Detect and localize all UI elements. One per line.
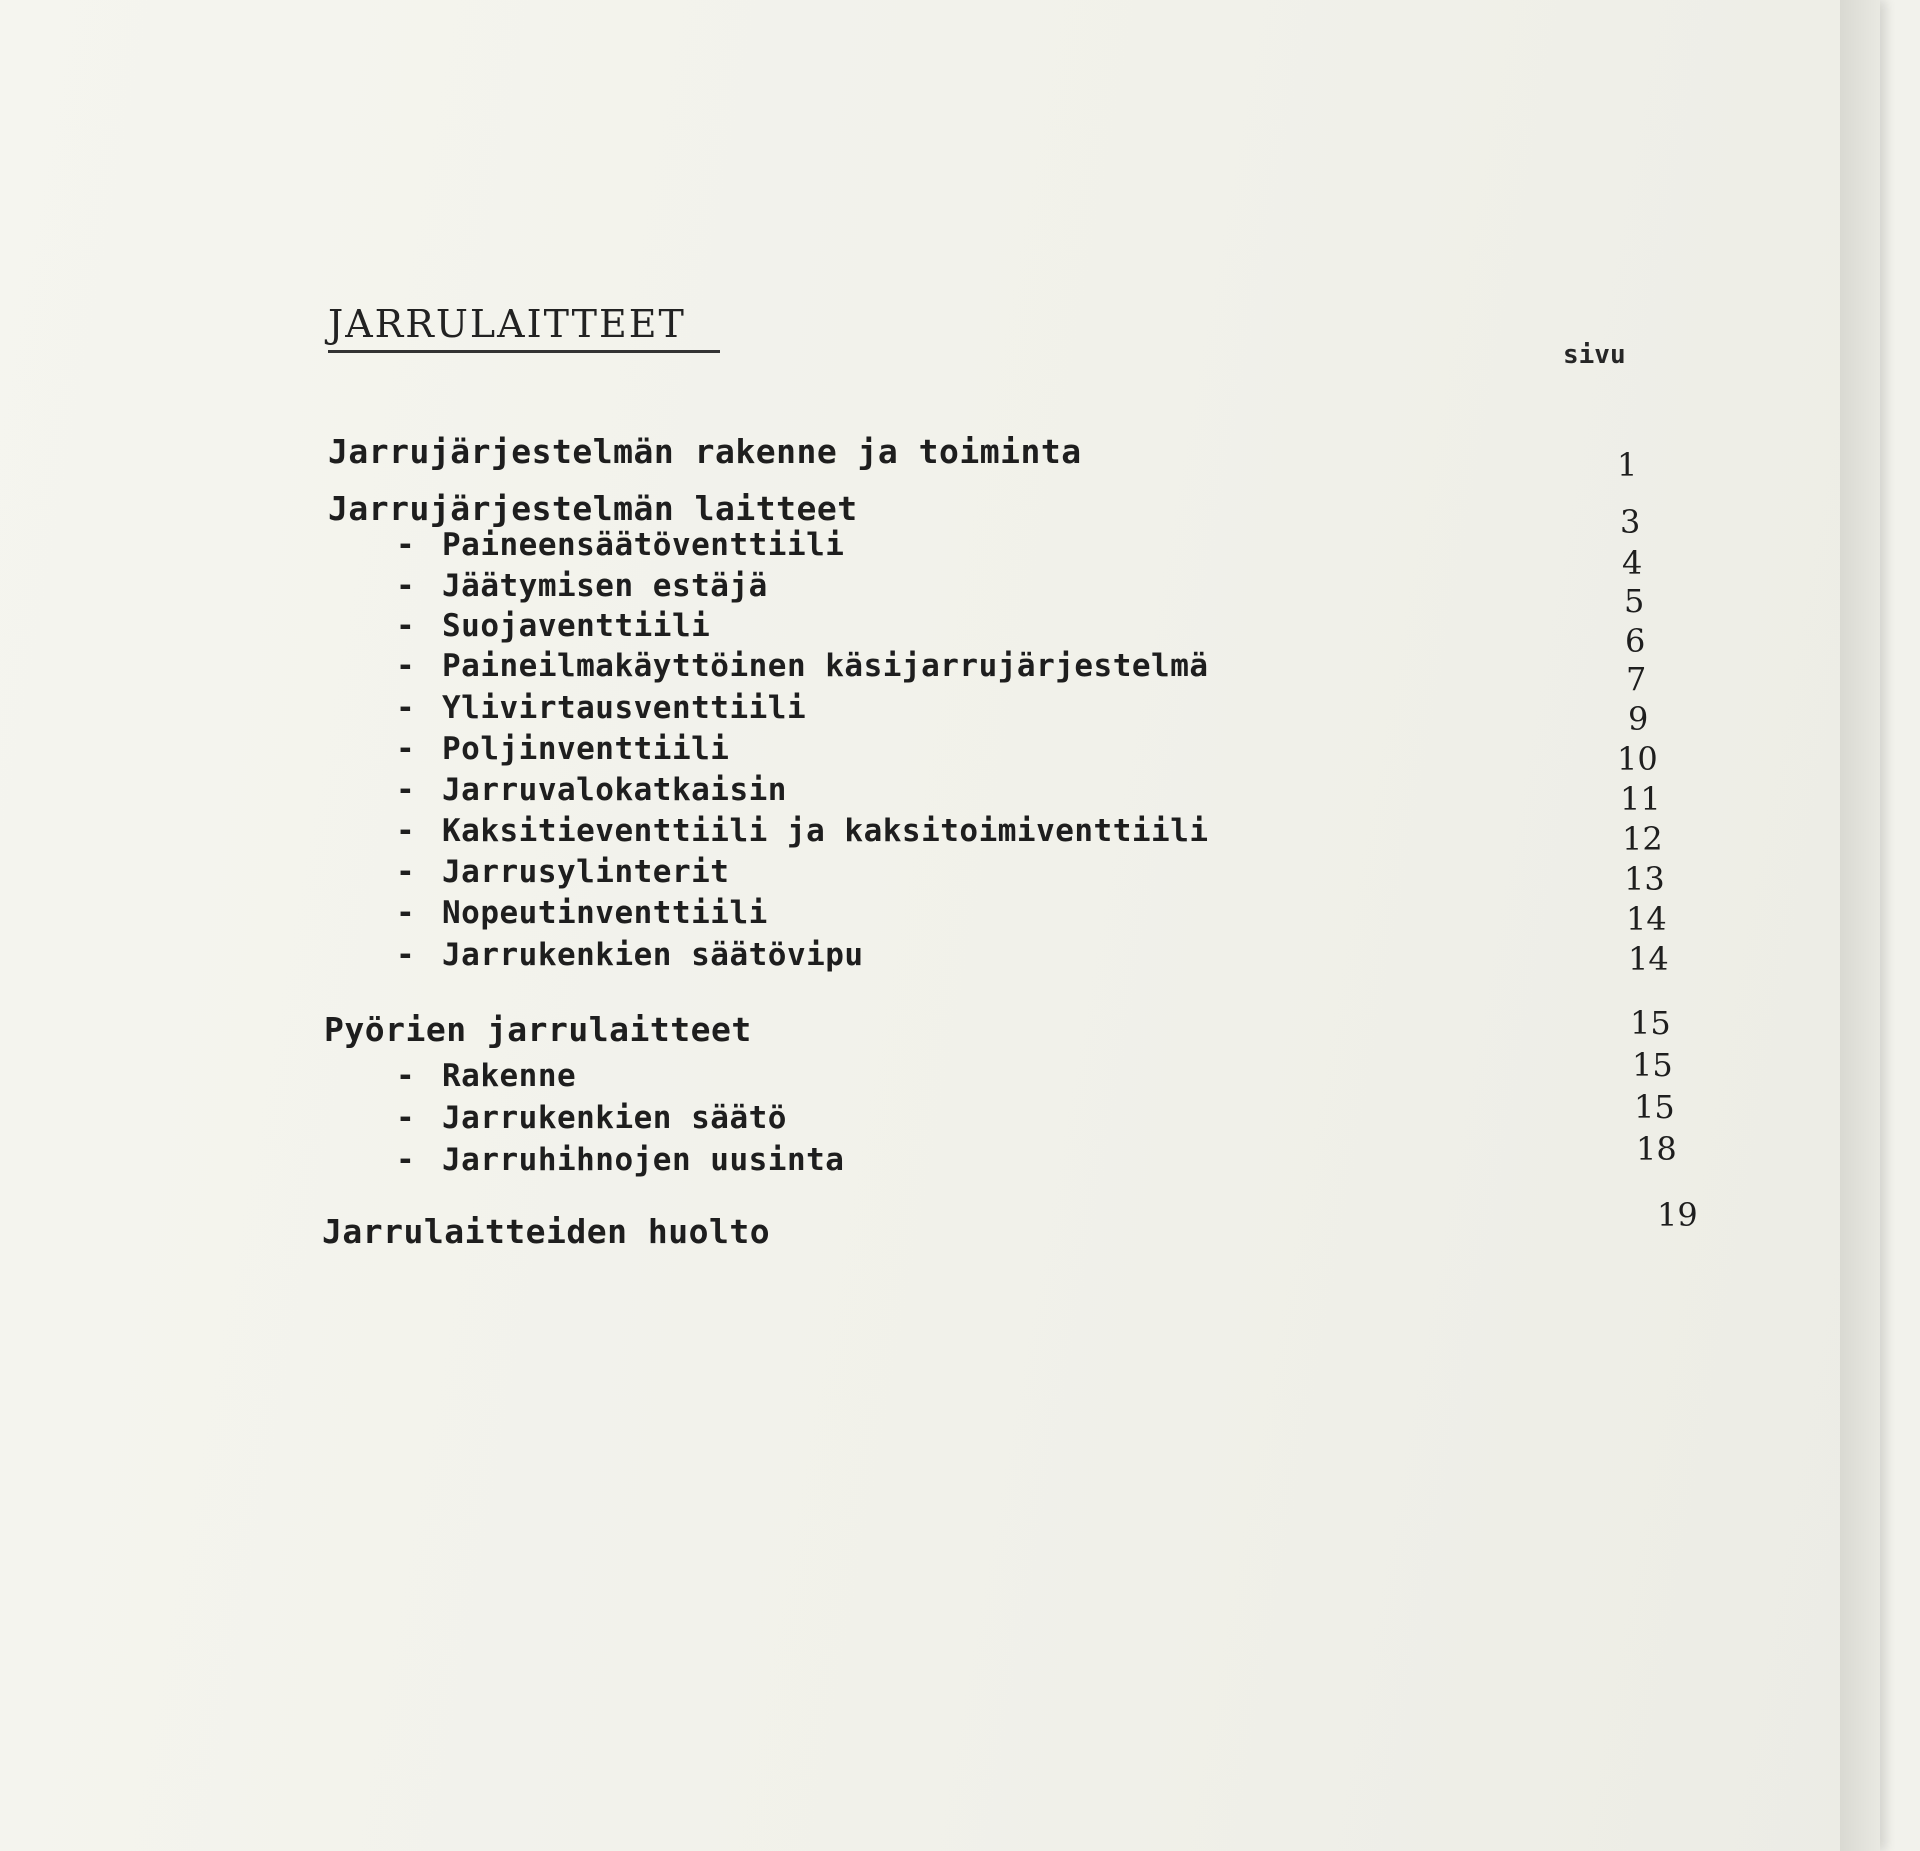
toc-entry-title: Nopeutinventtiili <box>442 895 768 931</box>
toc-entry-title: Suojaventtiili <box>442 608 711 644</box>
toc-page-number: 9 <box>1628 700 1649 738</box>
toc-dash: - <box>396 690 416 726</box>
toc-page-number: 19 <box>1657 1196 1698 1234</box>
toc-dash: - <box>396 527 416 563</box>
page-edge-shadow <box>1840 0 1880 1851</box>
heading-underline <box>328 350 720 353</box>
toc-entry-title: Jarrulaitteiden huolto <box>322 1212 771 1251</box>
toc-dash: - <box>396 1058 416 1094</box>
toc-dash: - <box>396 648 416 684</box>
toc-dash: - <box>396 568 416 604</box>
toc-entry-title: Jarrujärjestelmän rakenne ja toiminta <box>328 432 1082 471</box>
toc-entry-title: Paineensäätöventtiili <box>442 527 845 563</box>
toc-subentry <box>396 731 729 767</box>
toc-subentry <box>396 1100 787 1136</box>
toc-entry-title: Rakenne <box>442 1058 577 1094</box>
toc-entry <box>328 489 858 528</box>
toc-subentry <box>396 937 864 973</box>
toc-page-number: 11 <box>1620 780 1661 818</box>
toc-page-number: 1 <box>1617 446 1638 484</box>
toc-page-number: 4 <box>1622 544 1643 582</box>
toc-dash: - <box>396 895 416 931</box>
toc-subentry <box>396 1142 844 1178</box>
toc-page-number: 6 <box>1625 622 1646 660</box>
toc-dash: - <box>396 854 416 890</box>
toc-dash: - <box>396 1100 416 1136</box>
toc-entry-title: Jarrukenkien säätö <box>442 1100 787 1136</box>
toc-subentry <box>396 608 710 644</box>
toc-subentry <box>396 1058 576 1094</box>
toc-entry <box>328 432 1082 471</box>
page-column-header: sivu <box>1563 340 1626 370</box>
toc-subentry <box>396 895 768 931</box>
toc-entry-title: Poljinventtiili <box>442 731 730 767</box>
toc-dash: - <box>396 813 416 849</box>
toc-page-number: 3 <box>1620 503 1641 541</box>
toc-page-number: 18 <box>1636 1130 1677 1168</box>
toc-subentry <box>396 772 787 808</box>
document-heading: JARRULAITTEET <box>328 302 686 346</box>
toc-subentry <box>396 813 1209 849</box>
toc-dash: - <box>396 937 416 973</box>
toc-page-number: 14 <box>1628 940 1669 978</box>
toc-dash: - <box>396 731 416 767</box>
toc-entry-title: Jarrusylinterit <box>442 854 730 890</box>
toc-page-number: 10 <box>1617 740 1658 778</box>
toc-entry-title: Jarruvalokatkaisin <box>442 772 787 808</box>
toc-entry-title: Jarruhihnojen uusinta <box>442 1142 845 1178</box>
toc-page-number: 13 <box>1624 860 1665 898</box>
toc-entry-title: Jarrujärjestelmän laitteet <box>328 489 858 528</box>
toc-page-number: 5 <box>1624 582 1645 620</box>
toc-page-number: 12 <box>1622 820 1663 858</box>
toc-page-number: 15 <box>1630 1004 1671 1042</box>
toc-entry-title: Kaksitieventtiili ja kaksitoimiventtiili <box>442 813 1209 849</box>
heading-block <box>328 302 720 353</box>
toc-entry <box>324 1010 752 1049</box>
toc-subentry <box>396 648 1209 684</box>
toc-entry-title: Jäätymisen estäjä <box>442 568 768 604</box>
toc-entry-title: Paineilmakäyttöinen käsijarrujärjestelmä <box>442 648 1209 684</box>
toc-page-number: 15 <box>1632 1046 1673 1084</box>
toc-page-number: 14 <box>1626 900 1667 938</box>
toc-entry-title: Ylivirtausventtiili <box>442 690 807 726</box>
toc-entry-title: Jarrukenkien säätövipu <box>442 937 864 973</box>
toc-subentry <box>396 568 768 604</box>
toc-page-number: 7 <box>1626 660 1647 698</box>
toc-subentry <box>396 527 844 563</box>
toc-subentry <box>396 690 806 726</box>
toc-entry <box>322 1212 770 1251</box>
toc-dash: - <box>396 608 416 644</box>
toc-entry-title: Pyörien jarrulaitteet <box>324 1010 752 1049</box>
toc-dash: - <box>396 772 416 808</box>
toc-page-number: 15 <box>1634 1088 1675 1126</box>
toc-dash: - <box>396 1142 416 1178</box>
toc-subentry <box>396 854 729 890</box>
